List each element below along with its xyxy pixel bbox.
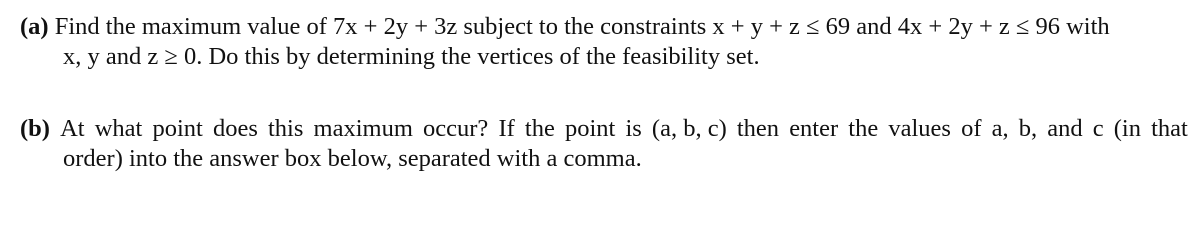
part-b-word: the	[524, 115, 555, 142]
part-b-word: does	[212, 115, 258, 142]
part-b-word: At	[60, 115, 85, 142]
part-a-line-2: x, y and z ≥ 0. Do this by determining the vertices of the feasibility set.	[63, 43, 760, 70]
part-b-word: of	[961, 115, 982, 142]
part-b-word: occur?	[423, 115, 489, 142]
part-b-word: then	[736, 115, 780, 142]
part-b-word: (a, b, c)	[651, 115, 727, 142]
part-b-word: this	[268, 115, 304, 142]
part-a-line-1	[20, 12, 1188, 42]
part-b-word: the	[848, 115, 879, 142]
part-b-word: point	[152, 115, 203, 142]
part-a-label: (a)	[20, 13, 49, 40]
part-b-word: what	[94, 115, 143, 142]
part-b-label: (b)	[20, 115, 50, 142]
part-b-word: (in	[1113, 115, 1141, 142]
part-b-word: b,	[1018, 115, 1038, 142]
part-b-word: is	[625, 115, 642, 142]
part-b-word: that	[1151, 115, 1188, 142]
part-a-text-1: Find the maximum value of 7x + 2y + 3z subject to the constraints x + y + z ≤ 69 and 4x + 2y + z ≤ 96 with	[54, 13, 1110, 40]
part-b-word: values	[888, 115, 951, 142]
problem-part-a	[20, 12, 1188, 72]
part-b-line-2: order) into the answer box below, separated with a comma.	[63, 145, 642, 172]
part-b-word: enter	[789, 115, 839, 142]
part-b-word: and	[1047, 115, 1083, 142]
part-b-word: a,	[991, 115, 1009, 142]
problem-part-b	[20, 114, 1188, 174]
part-b-word: If	[498, 115, 515, 142]
part-b-word: maximum	[313, 115, 413, 142]
part-b-line-1	[20, 114, 1188, 144]
part-b-word: c	[1092, 115, 1104, 142]
part-b-word: point	[564, 115, 616, 142]
